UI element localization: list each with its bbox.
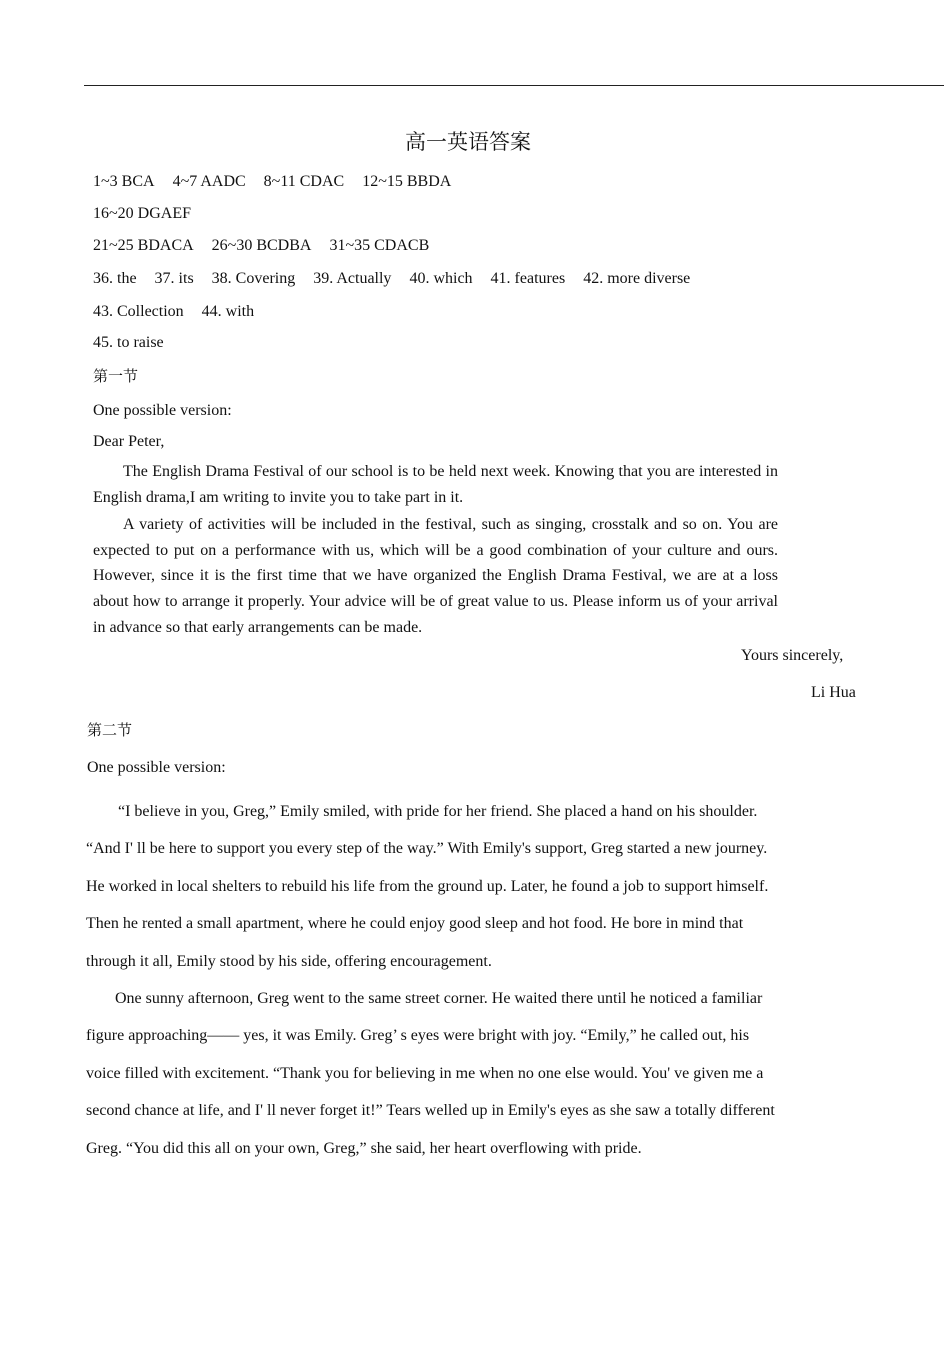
- answer-item: 21~25 BDACA: [93, 237, 194, 254]
- story-paragraph: “I believe in you, Greg,” Emily smiled, with pride for her friend. She placed a hand on his shoulder. “And I' ll be here to support you every step of the way.” With Emily's support, Greg started a new journey. He worked in local shelters to rebuild his life from the ground up. Later, he found a job to support himself. Then he rented a small apartment, where he could enjoy good sleep and hot food. He bore in mind that through it all, Emily stood by his side, offering encouragement.: [86, 803, 769, 970]
- letter-closing: Yours sincerely,: [741, 647, 844, 664]
- answer-item: 37. its: [154, 270, 194, 287]
- answer-row-3: [93, 236, 429, 256]
- answer-item: 36. the: [93, 270, 137, 287]
- answer-item: 39. Actually: [313, 270, 392, 287]
- letter-greeting: Dear Peter,: [93, 433, 165, 450]
- answer-item: 44. with: [201, 303, 255, 320]
- answer-item: 4~7 AADC: [172, 173, 246, 190]
- letter-paragraph: The English Drama Festival of our school is to be held next week. Knowing that you are interested in English drama,I am writing to invite you to take part in it.: [93, 463, 778, 506]
- answer-row-1: [93, 172, 451, 192]
- answer-item: 31~35 CDACB: [329, 237, 430, 254]
- answer-item: 43. Collection: [93, 303, 184, 320]
- answer-item: 1~3 BCA: [93, 173, 155, 190]
- answer-row-4: [93, 269, 690, 289]
- letter-signature: Li Hua: [811, 684, 856, 701]
- answer-row-2: [93, 204, 191, 224]
- letter-paragraph: A variety of activities will be included in the festival, such as singing, crosstalk and so on. You are expected to put on a performance with us, which will be a good combination of your culture and ours. However, since it is the first time that we have organized the English Drama Festival, we are at a loss about how to arrange it properly. Your advice will be of great value to us. Please inform us of your arrival in advance so that early arrangements can be made.: [93, 516, 778, 636]
- section1-heading: 第一节: [93, 367, 139, 385]
- answer-row-6: [93, 333, 164, 353]
- answer-item: 38. Covering: [211, 270, 296, 287]
- story-paragraph: One sunny afternoon, Greg went to the same street corner. He waited there until he noticed a familiar figure approaching—— yes, it was Emily. Greg’ s eyes were bright with joy. “Emily,” he called out, his voice filled with excitement. “Thank you for believing in me when no one else would. You' ve given me a second chance at life, and I' ll never forget it!” Tears welled up in Emily's eyes as she saw a totally different Greg. “You did this all on your own, Greg,” she said, her heart overflowing with pride.: [86, 990, 775, 1157]
- answer-item: 40. which: [409, 270, 473, 287]
- answer-item: 8~11 CDAC: [263, 173, 345, 190]
- answer-item: 16~20 DGAEF: [93, 205, 191, 222]
- answer-item: 45. to raise: [93, 334, 164, 351]
- answer-item: 26~30 BCDBA: [211, 237, 312, 254]
- page-title: 高一英语答案: [405, 130, 531, 154]
- answer-row-5: [93, 302, 254, 322]
- section1-version-label: One possible version:: [93, 402, 232, 419]
- section2-version-label: One possible version:: [87, 759, 226, 776]
- answer-item: 12~15 BBDA: [362, 173, 452, 190]
- story-body: [86, 793, 776, 1167]
- answer-item: 42. more diverse: [583, 270, 691, 287]
- header-rule: [84, 85, 944, 86]
- answer-item: 41. features: [490, 270, 566, 287]
- letter-body: [93, 459, 778, 640]
- section2-heading: 第二节: [87, 721, 133, 739]
